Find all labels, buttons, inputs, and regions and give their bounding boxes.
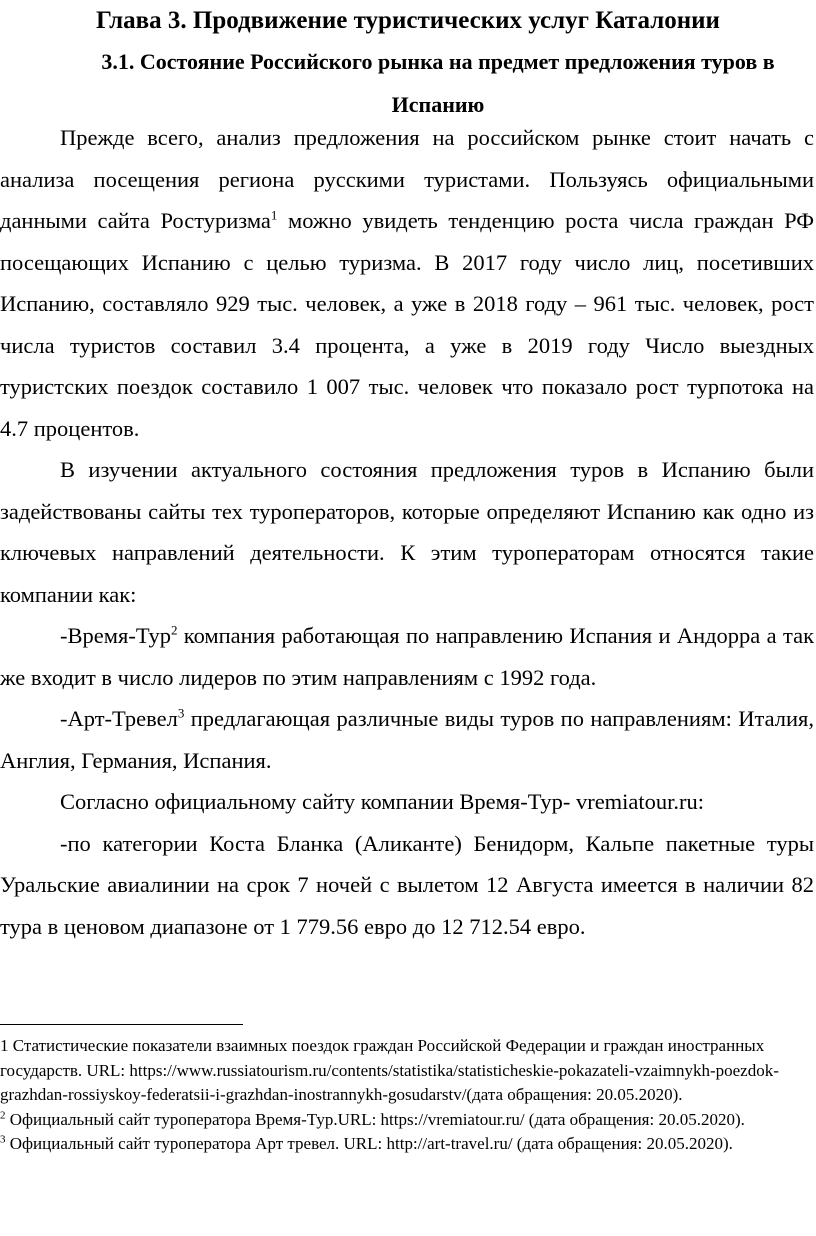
body-text: [0, 117, 814, 947]
paragraph-4-text-a: -Арт-Тревел: [60, 706, 178, 731]
section-title: 3.1. Состояние Российского рынка на предмет предложения туров в Испанию: [101, 49, 775, 117]
footnote-3: [0, 1132, 812, 1157]
paragraph-3-text-a: -Время-Тур: [60, 623, 171, 648]
footnote-ref-2[interactable]: 2: [170, 622, 178, 638]
footnote-ref-1[interactable]: 1: [270, 207, 278, 223]
paragraph-4: [0, 698, 814, 781]
footnote-marker: 3: [0, 1133, 6, 1146]
paragraph-3: [0, 615, 814, 698]
footnote-marker: 1: [0, 1036, 9, 1055]
footnotes: [0, 1034, 812, 1157]
footnote-separator: [0, 1024, 243, 1025]
footnote-text: Официальный сайт туроператора Время-Тур.URL: https://vremiatour.ru/ (дата обращения: 20.05.2020).: [5, 1109, 745, 1129]
footnote-2: [0, 1108, 812, 1133]
footnote-text: Официальный сайт туроператора Арт тревел. URL: http://art-travel.ru/ (дата обращения: 20.05.2020).: [5, 1134, 733, 1153]
footnote-ref-3[interactable]: 3: [177, 705, 185, 721]
chapter-title: Глава 3. Продвижение туристических услуг Каталонии: [96, 7, 720, 34]
footnote-marker: 2: [0, 1108, 6, 1121]
paragraph-3-text-b: компания работающая по направлению Испания и Андорра а так же входит в число лидеров по этим направлениям с 1992 года.: [0, 623, 814, 690]
paragraph-1-text-a: Прежде всего, анализ предложения на российском рынке стоит начать с анализа посещения региона русскими туристами. Пользуясь официальными данными сайта Ростуризма: [0, 125, 814, 233]
paragraph-5: Согласно официальному сайту компании Время-Тур- vremiatour.ru:: [60, 789, 705, 814]
paragraph-6: -по категории Коста Бланка (Аликанте) Бенидорм, Кальпе пакетные туры Уральские авиалинии на срок 7 ночей с вылетом 12 Августа имеется в наличии 82 тура в ценовом диапазоне от 1 779.56 евро до 12 712.54 евро.: [0, 830, 814, 939]
footnote-1: [0, 1034, 812, 1108]
footnote-text: Статистические показатели взаимных поездок граждан Российской Федерации и граждан иностранных государств. URL: https://www.russiatourism.ru/contents/statistika/statisticheskie-pokazateli-vzaimnykh-poezdok-grazhdan-rossiyskoy-federatsii-i-grazhdan-inostrannykh-gosudarstv/(дата обращения: 20.05.2020).: [0, 1036, 779, 1104]
paragraph-2: В изучении актуального состояния предложения туров в Испанию были задействованы сайты тех туроператоров, которые определяют Испанию как одно из ключевых направлений деятельности. К этим туроператорам относятся такие компании как:: [0, 457, 814, 607]
paragraph-4-text-b: предлагающая различные виды туров по направлениям: Италия, Англия, Германия, Испания.: [0, 706, 814, 773]
paragraph-1: [0, 117, 814, 449]
paragraph-1-text-b: можно увидеть тенденцию роста числа граждан РФ посещающих Испанию с целью туризма. В 2017 году число лиц, посетивших Испанию, составляло 929 тыс. человек, а уже в 2018 году – 961 тыс. человек, рост числа туристов составил 3.4 процента, а уже в 2019 году Число выездных туристских поездок составило 1 007 тыс. человек что показало рост турпотока на 4.7 процентов.: [0, 208, 814, 441]
